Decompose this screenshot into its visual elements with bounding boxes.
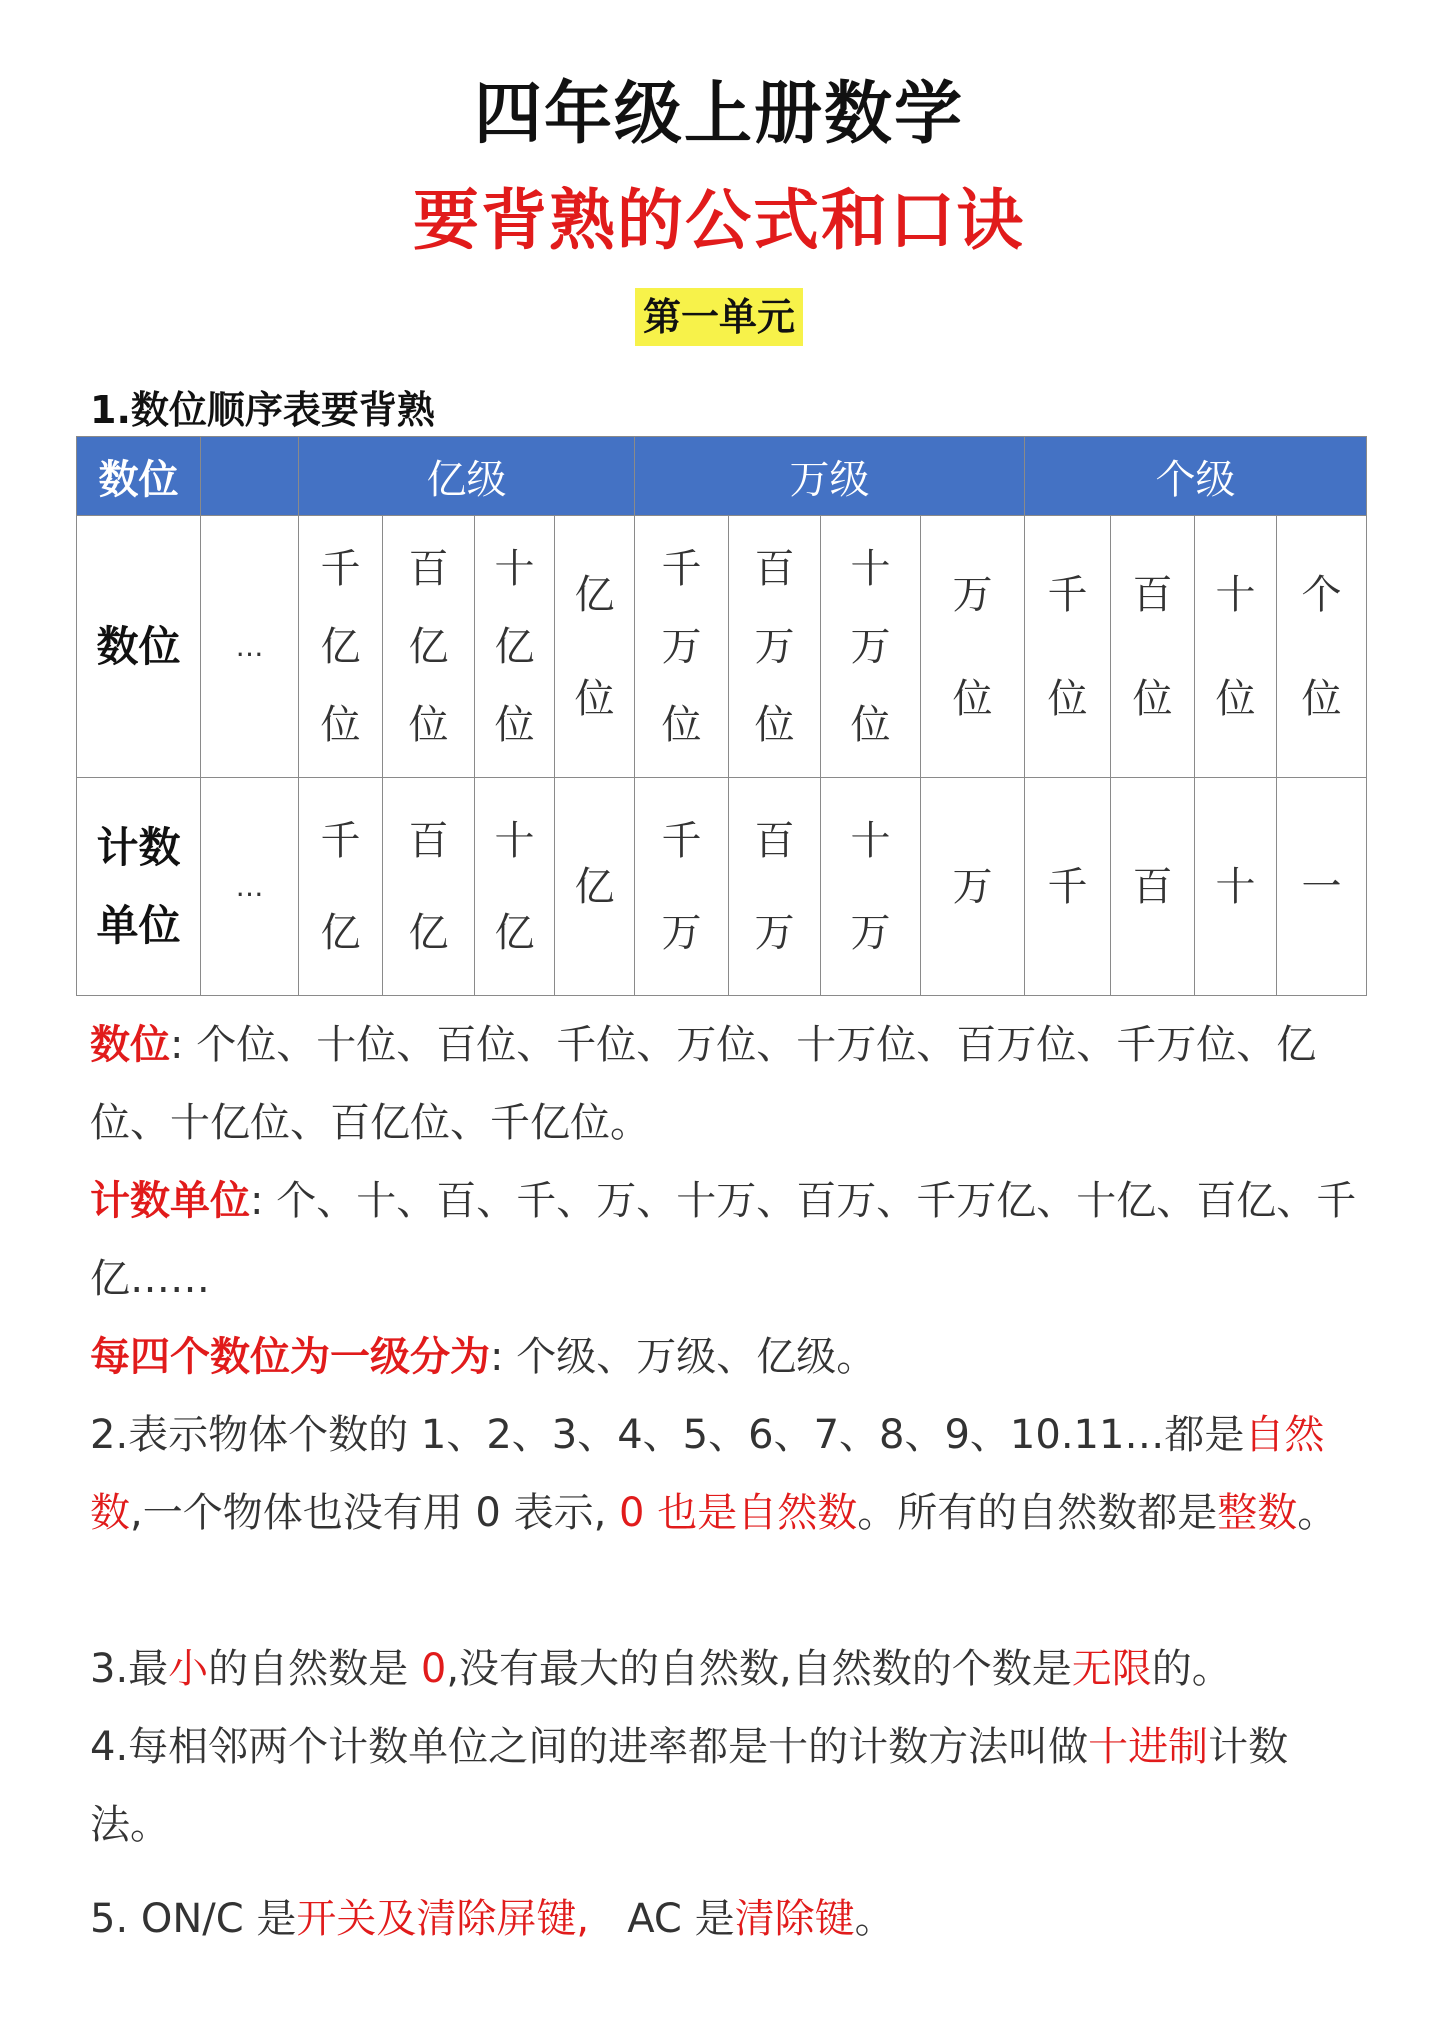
table-cell-char: 个	[1301, 571, 1342, 618]
paragraph-text: ,没有最大的自然数,自然数的个数是	[446, 1646, 1072, 1692]
table-cell-char: 万	[952, 863, 993, 910]
table-cell-text	[321, 795, 361, 979]
table-cell-char: 千	[1047, 863, 1088, 910]
table-cell-place	[921, 516, 1025, 778]
table-cell-char: 万	[850, 623, 891, 670]
paragraph-text: 。所有的自然数都是	[857, 1490, 1218, 1536]
paragraph-text: 个级、万级、亿级。	[516, 1334, 877, 1380]
table-cell-char: 百	[1132, 863, 1173, 910]
section-heading-place-table: 1.数位顺序表要背熟	[90, 388, 435, 432]
header-cell-ge-level: 个级	[1025, 437, 1367, 516]
term-units: 计数单位	[90, 1178, 250, 1224]
table-cell-text	[575, 841, 615, 933]
table-row-units	[77, 778, 1367, 996]
table-cell-char: 位	[574, 675, 615, 722]
table-cell-char: 百	[754, 817, 795, 864]
table-cell-text	[1048, 841, 1088, 933]
table-cell-char: 万	[754, 909, 795, 956]
unit-label: 第一单元	[635, 288, 803, 346]
table-cell-place	[1277, 516, 1367, 778]
table-cell-char: 十	[494, 817, 535, 864]
highlight-text: 开关及清除屏键,	[296, 1896, 590, 1942]
table-cell-unit	[1277, 778, 1367, 996]
highlight-text: 0 也是自然数	[606, 1490, 858, 1536]
header-cell-wan-level: 万级	[635, 437, 1025, 516]
table-cell-char: 位	[754, 701, 795, 748]
table-cell-char: 亿	[408, 909, 449, 956]
table-cell-place	[1111, 516, 1195, 778]
table-cell-text	[851, 530, 891, 764]
table-cell-char: 万	[661, 909, 702, 956]
table-cell-text	[1048, 543, 1088, 751]
table-cell-char: 位	[1132, 675, 1173, 722]
row-label-units-line1: 计数	[96, 822, 181, 872]
table-cell-char: 千	[320, 545, 361, 592]
header-cell-empty	[201, 437, 299, 516]
table-cell-char: 亿	[494, 909, 535, 956]
table-cell-ellipsis: …	[201, 778, 299, 996]
highlight-text: 0	[420, 1646, 447, 1692]
table-cell-text	[851, 795, 891, 979]
table-cell-text	[755, 530, 795, 764]
table-cell-place	[383, 516, 475, 778]
separator: :	[250, 1178, 277, 1224]
table-cell-text	[1216, 543, 1256, 751]
table-cell-place	[1195, 516, 1277, 778]
table-cell-char: 位	[1301, 675, 1342, 722]
table-cell-char: 十	[850, 545, 891, 592]
table-cell-char: 亿	[320, 623, 361, 670]
table-cell-char: 亿	[408, 623, 449, 670]
highlight-text: 整数	[1217, 1490, 1298, 1536]
table-cell-place	[821, 516, 921, 778]
paragraph-text: 2.表示物体个数的 1、2、3、4、5、6、7、8、9、10.11…都是	[90, 1412, 1245, 1458]
table-cell-text	[1302, 543, 1342, 751]
paragraph-text: 。	[854, 1896, 895, 1942]
table-cell-text	[953, 841, 993, 933]
table-row-places	[77, 516, 1367, 778]
paragraph-decimal-system	[90, 1708, 1360, 1864]
table-cell-place	[475, 516, 555, 778]
table-cell-char: 十	[494, 545, 535, 592]
table-cell-unit	[1025, 778, 1111, 996]
paragraph-calculator-keys	[90, 1880, 1360, 1958]
table-cell-char: 亿	[320, 909, 361, 956]
table-cell-char: 千	[661, 817, 702, 864]
paragraph-units	[90, 1162, 1360, 1318]
paragraph-text: 个、十、百、千、万、十万、百万、千万亿、十亿、百亿、千亿……	[90, 1178, 1357, 1302]
table-cell-text	[662, 530, 702, 764]
table-cell-char: 位	[494, 701, 535, 748]
table-cell-text	[409, 530, 449, 764]
table-cell-unit	[555, 778, 635, 996]
paragraph-text: 个位、十位、百位、千位、万位、十万位、百万位、千万位、亿位、十亿位、百亿位、千亿位。	[90, 1022, 1317, 1146]
table-cell-char: 位	[1047, 675, 1088, 722]
paragraph-text: 3.最	[90, 1646, 169, 1692]
term-places: 数位	[90, 1022, 170, 1068]
unit-label-wrap	[0, 288, 1438, 346]
table-cell-char: 万	[754, 623, 795, 670]
table-cell-unit	[383, 778, 475, 996]
page-subtitle: 要背熟的公式和口诀	[413, 182, 1025, 259]
paragraph-text: 的。	[1151, 1646, 1232, 1692]
paragraph-levels	[90, 1318, 1360, 1396]
highlight-text: 清除键	[734, 1896, 855, 1942]
table-cell-place	[555, 516, 635, 778]
table-cell-text	[1133, 543, 1173, 751]
table-cell-char: 百	[754, 545, 795, 592]
table-cell-char: 亿	[574, 571, 615, 618]
row-label-units-line2: 单位	[96, 900, 181, 950]
table-cell-char: 万	[661, 623, 702, 670]
table-cell-char: 十	[850, 817, 891, 864]
table-cell-char: 位	[661, 701, 702, 748]
table-cell-ellipsis: …	[201, 516, 299, 778]
paragraph-text: 5. ON/C 是	[90, 1896, 297, 1942]
highlight-text: 十进制	[1088, 1724, 1209, 1770]
table-cell-char: 位	[850, 701, 891, 748]
paragraph-natural-numbers	[90, 1396, 1360, 1552]
table-header-row	[77, 437, 1367, 516]
table-cell-unit	[821, 778, 921, 996]
table-cell-text	[755, 795, 795, 979]
table-cell-text	[1133, 841, 1173, 933]
paragraph-text: ,一个物体也没有用 0 表示,	[130, 1490, 607, 1536]
table-cell-unit	[635, 778, 729, 996]
table-cell-char: 百	[408, 817, 449, 864]
place-value-table	[76, 436, 1367, 996]
table-cell-unit	[921, 778, 1025, 996]
table-cell-char: 千	[1047, 571, 1088, 618]
highlight-text: 小	[168, 1646, 209, 1692]
separator: :	[170, 1022, 197, 1068]
paragraph-text: 计数法。	[90, 1724, 1289, 1848]
table-cell-text	[495, 795, 535, 979]
page-title: 四年级上册数学	[473, 75, 964, 154]
table-cell-unit	[1111, 778, 1195, 996]
table-cell-char: 千	[661, 545, 702, 592]
table-cell-char: 位	[952, 675, 993, 722]
table-cell-unit	[475, 778, 555, 996]
table-cell-unit	[729, 778, 821, 996]
table-cell-char: 亿	[494, 623, 535, 670]
paragraph-text: AC 是	[589, 1896, 735, 1942]
row-label-places: 数位	[77, 516, 201, 778]
header-cell-yi-level: 亿级	[299, 437, 635, 516]
table-cell-char: 百	[1132, 571, 1173, 618]
table-cell-text	[953, 543, 993, 751]
table-cell-text	[1216, 841, 1256, 933]
table-cell-place	[299, 516, 383, 778]
separator: :	[490, 1334, 517, 1380]
table-cell-text	[321, 530, 361, 764]
table-cell-unit	[299, 778, 383, 996]
table-cell-text	[662, 795, 702, 979]
table-cell-char: 十	[1215, 863, 1256, 910]
table-cell-place	[635, 516, 729, 778]
table-cell-char: 百	[408, 545, 449, 592]
table-cell-char: 位	[408, 701, 449, 748]
table-cell-char: 一	[1301, 863, 1342, 910]
table-cell-text	[1302, 841, 1342, 933]
table-cell-text	[409, 795, 449, 979]
table-cell-char: 千	[320, 817, 361, 864]
highlight-text: 自然数	[90, 1412, 1325, 1536]
table-cell-text	[575, 543, 615, 751]
header-cell-place: 数位	[77, 437, 201, 516]
table-cell-char: 位	[320, 701, 361, 748]
highlight-text: 无限	[1071, 1646, 1152, 1692]
paragraph-text: 4.每相邻两个计数单位之间的进率都是十的计数方法叫做	[90, 1724, 1089, 1770]
table-cell-char: 亿	[574, 863, 615, 910]
table-cell-place	[1025, 516, 1111, 778]
paragraph-smallest-natural	[90, 1630, 1360, 1708]
table-cell-char: 位	[1215, 675, 1256, 722]
table-cell-char: 万	[850, 909, 891, 956]
term-levels: 每四个数位为一级分为	[90, 1334, 490, 1380]
table-cell-text	[495, 530, 535, 764]
paragraph-text: 的自然数是	[208, 1646, 421, 1692]
table-cell-unit	[1195, 778, 1277, 996]
table-cell-place	[729, 516, 821, 778]
table-cell-char: 万	[952, 571, 993, 618]
paragraph-places	[90, 1006, 1360, 1162]
row-label-units	[77, 778, 201, 996]
paragraph-text: 。	[1297, 1490, 1338, 1536]
table-cell-char: 十	[1215, 571, 1256, 618]
